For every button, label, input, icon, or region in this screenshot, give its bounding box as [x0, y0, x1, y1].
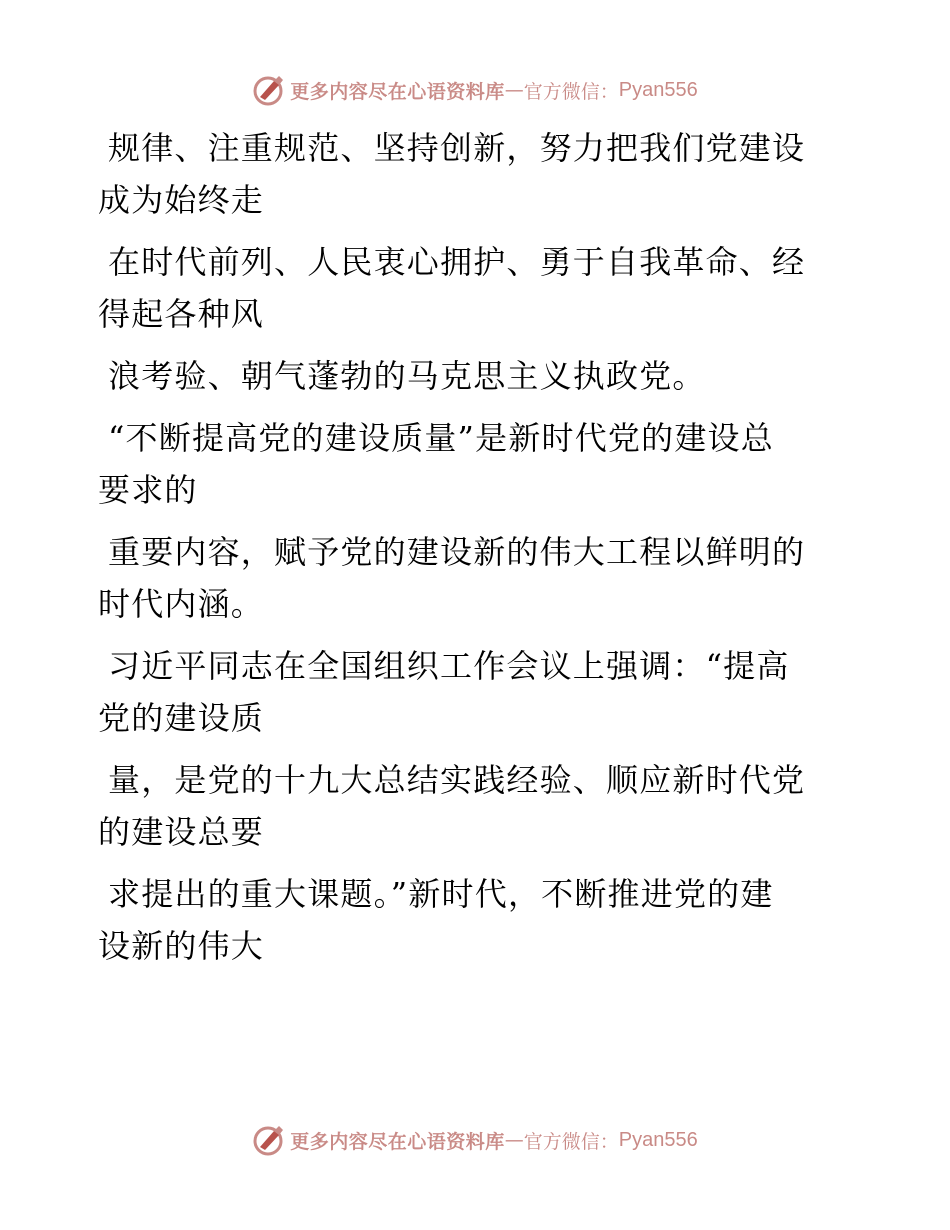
footer-brand-text: 更多内容尽在心语资料库 [290, 1130, 505, 1153]
paragraph-line: 浪考验、朝气蓬勃的马克思主义执政党。 [108, 357, 706, 395]
header-wechat-id: Pyan556 [618, 78, 698, 101]
paragraph-line: 规律、注重规范、坚持创新，努力把我们党建设 [108, 129, 806, 167]
paragraph-line: 时代内涵。 [98, 585, 265, 623]
paragraph-line: 党的建设质 [98, 699, 265, 737]
footer-watermark [0, 1120, 950, 1160]
paragraph-line: 求提出的重大课题。”新时代，不断推进党的建 [108, 875, 774, 913]
pen-circle-logo-icon [252, 73, 286, 107]
paragraph [98, 122, 838, 226]
paragraph [98, 236, 838, 340]
paragraph-line: 在时代前列、人民衷心拥护、勇于自我革命、经 [108, 243, 806, 281]
paragraph-line: 重要内容，赋予党的建设新的伟大工程以鲜明的 [108, 533, 806, 571]
paragraph-line: 要求的 [98, 471, 198, 509]
paragraph [98, 754, 838, 858]
header-separator: — [504, 79, 524, 101]
paragraph-line: “不断提高党的建设质量”是新时代党的建设总 [108, 419, 774, 457]
footer-wechat-id: Pyan556 [618, 1128, 698, 1151]
paragraph [98, 640, 838, 744]
paragraph [98, 868, 838, 972]
header-watermark [0, 70, 950, 110]
paragraph [98, 412, 838, 516]
document-body [98, 122, 838, 982]
paragraph-line: 习近平同志在全国组织工作会议上强调：“提高 [108, 647, 790, 685]
paragraph-line: 成为始终走 [98, 181, 265, 219]
header-wechat-label: 官方微信： [523, 80, 619, 103]
paragraph-line: 量，是党的十九大总结实践经验、顺应新时代党 [108, 761, 806, 799]
paragraph-line: 得起各种风 [98, 295, 265, 333]
paragraph-line: 的建设总要 [98, 813, 265, 851]
paragraph [98, 350, 838, 402]
paragraph [98, 526, 838, 630]
header-brand-text: 更多内容尽在心语资料库 [290, 80, 505, 103]
pen-circle-logo-icon [252, 1123, 286, 1157]
footer-separator: — [504, 1129, 524, 1151]
footer-wechat-label: 官方微信： [523, 1130, 619, 1153]
paragraph-line: 设新的伟大 [98, 927, 265, 965]
